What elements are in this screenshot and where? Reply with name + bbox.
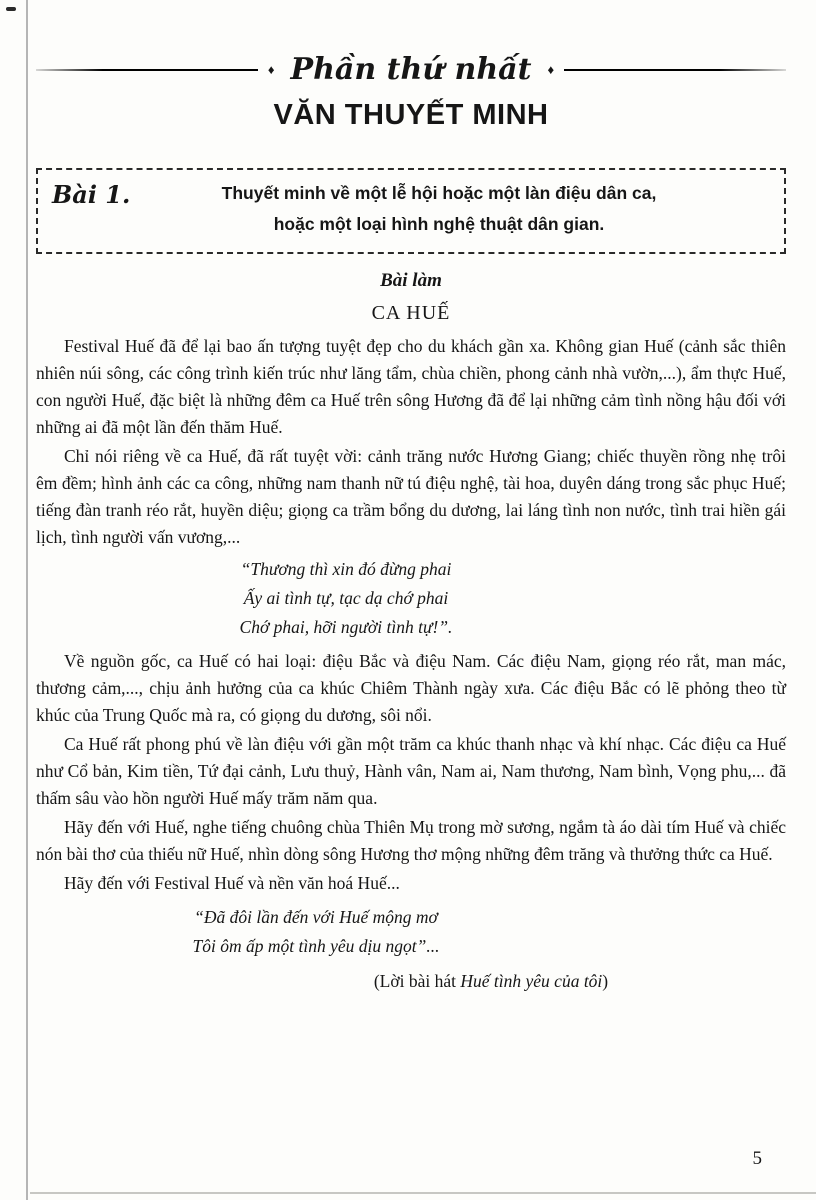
lesson-title	[170, 178, 768, 240]
ornament-rule-left	[36, 69, 258, 71]
lesson-number: Bài 1.	[52, 180, 131, 209]
body-paragraph: Chỉ nói riêng về ca Huế, đã rất tuyệt vời: cảnh trăng nước Hương Giang; chiếc thuyền rồng nhẹ trôi êm đềm; hình ảnh các ca công, những nam thanh nữ tú điệu nghệ, tài hoa, duyên dáng trong sắc phục Huế; tiếng đàn tranh réo rắt, huyền diệu; giọng ca trầm bổng du dương, lai láng tình non nước, tình trai hiền gái lịch, tình người vấn vương,...	[36, 446, 786, 547]
verse-quote-2	[36, 903, 596, 961]
scan-artifact-corner	[6, 7, 16, 11]
lesson-box	[36, 168, 786, 254]
lesson-title-line2: hoặc một loại hình nghệ thuật dân gian.	[273, 214, 605, 234]
lesson-title-line1: Thuyết minh về một lễ hội hoặc một làn điệu dân ca,	[221, 183, 657, 203]
body-paragraph: Hãy đến với Huế, nghe tiếng chuông chùa Thiên Mụ trong mờ sương, ngắm tà áo dài tím Huế và chiếc nón bài thơ của thiếu nữ Huế, nhìn dòng sông Hương thơ mộng những đêm trăng và thưởng thức ca Huế.	[36, 817, 786, 864]
ornament-rule-right	[564, 69, 786, 71]
verse-line: Tôi ôm ấp một tình yêu dịu ngọt”...	[192, 936, 440, 956]
verse-quote-1	[36, 555, 656, 642]
page-content	[0, 52, 816, 996]
essay-title: CA HUẾ	[371, 302, 451, 324]
verse-line: “Thương thì xin đó đừng phai	[240, 559, 452, 579]
verse-line: Chớ phai, hỡi người tình tự!”.	[239, 617, 453, 637]
essay-label: Bài làm	[380, 270, 442, 291]
section-title: VĂN THUYẾT MINH	[273, 99, 549, 131]
part-label: Phần thứ nhất	[290, 52, 532, 87]
page-number: 5	[752, 1148, 762, 1169]
page-bottom-line	[30, 1192, 816, 1194]
body-paragraph: Festival Huế đã để lại bao ấn tượng tuyệt đẹp cho du khách gần xa. Không gian Huế (cảnh sắc thiên nhiên núi sông, các công trình kiến trúc như lăng tẩm, chùa chiền, phong cảnh nhà vườn,...), ẩm thực Huế, con người Huế, đặc biệt là những đêm ca Huế trên sông Hương đã để lại những cảm tình nồng hậu đối với những ai đã một lần đến thăm Huế.	[36, 336, 786, 437]
body-paragraph: Hãy đến với Festival Huế và nền văn hoá Huế...	[64, 873, 400, 893]
diamond-icon: ♦	[547, 62, 555, 77]
body-paragraph: Ca Huế rất phong phú về làn điệu với gần một trăm ca khúc thanh nhạc và khí nhạc. Các điệu ca Huế như Cổ bản, Kim tiền, Tứ đại cảnh, Lưu thuỷ, Hành vân, Nam ai, Nam thương, Nam bình, Vọng phu,... đã thấm sâu vào hồn người Huế mấy trăm năm qua.	[36, 734, 786, 808]
verse-line: “Đã đôi lần đến với Huế mộng mơ	[194, 907, 438, 927]
body-paragraph: Về nguồn gốc, ca Huế có hai loại: điệu Bắc và điệu Nam. Các điệu Nam, giọng réo rắt, man mác, thương cảm,..., chịu ảnh hưởng của ca khúc Chiêm Thành ngày xưa. Các điệu Bắc có lẽ phỏng theo từ khúc của Trung Quốc mà ra, có giọng du dương, sôi nổi.	[36, 651, 786, 725]
verse-line: Ấy ai tình tự, tạc dạ chớ phai	[243, 588, 449, 608]
song-attribution	[196, 967, 786, 996]
attribution-suffix: )	[602, 971, 609, 991]
diamond-icon: ♦	[267, 62, 275, 77]
song-title: Huế tình yêu của tôi	[460, 971, 603, 991]
attribution-prefix: (Lời bài hát	[373, 971, 461, 991]
essay-body	[36, 333, 786, 996]
part-header	[36, 52, 786, 87]
